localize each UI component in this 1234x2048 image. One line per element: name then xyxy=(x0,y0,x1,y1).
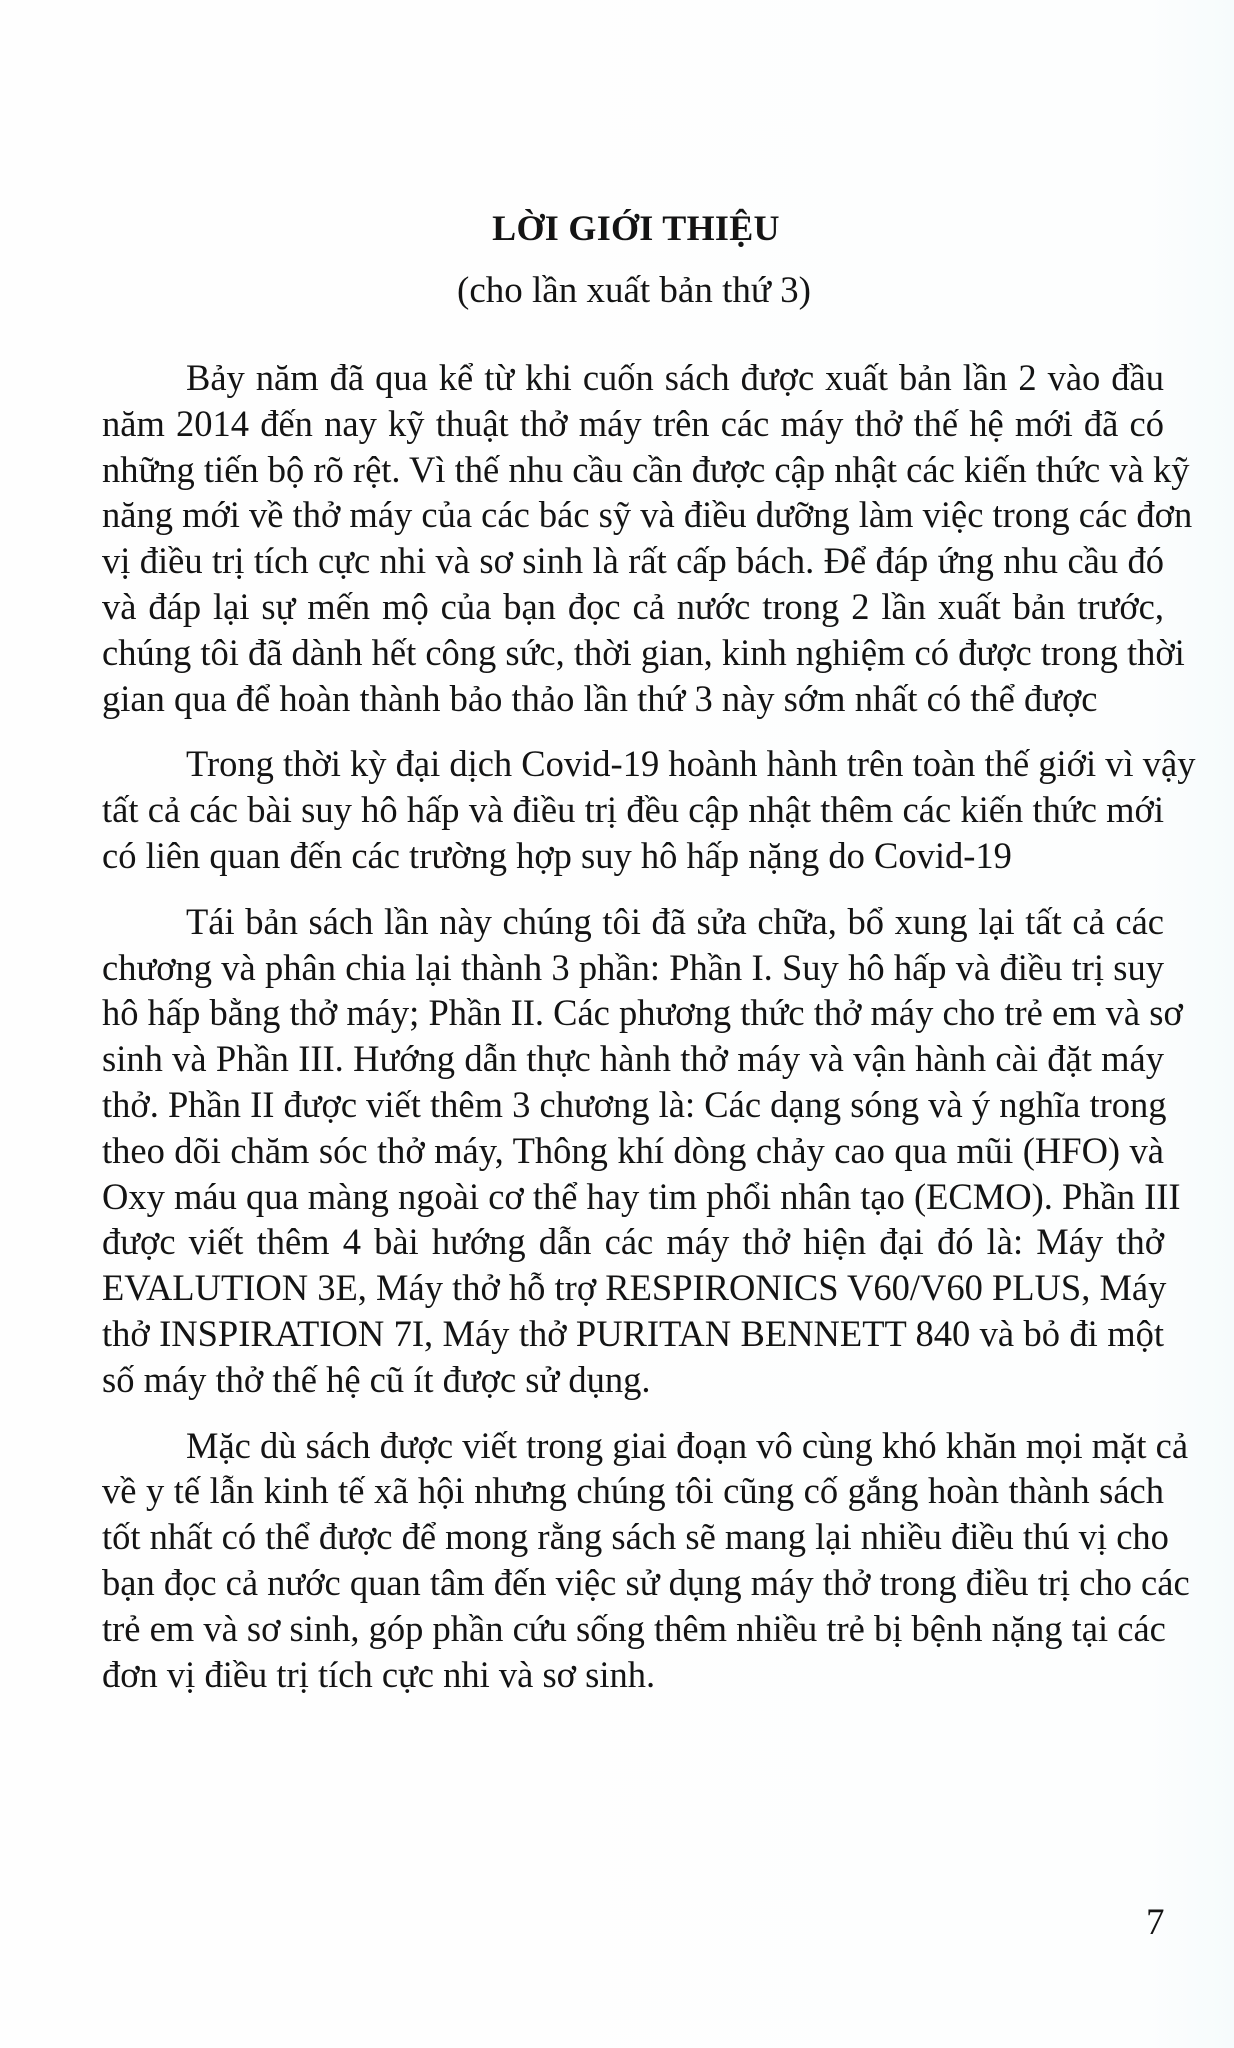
text-line: bạn đọc cả nước quan tâm đến việc sử dụng máy thở trong điều trị cho các xyxy=(102,1561,1190,1603)
text-line: Trong thời kỳ đại dịch Covid-19 hoành hành trên toàn thế giới vì vậy xyxy=(186,743,1196,785)
text-line: Mặc dù sách được viết trong giai đoạn vô cùng khó khăn mọi mặt cả xyxy=(186,1424,1189,1466)
page-number: 7 xyxy=(1146,1902,1165,1943)
text-line: Bảy năm đã qua kể từ khi cuốn sách được xuất bản lần 2 vào đầu xyxy=(186,357,1164,398)
text-line: theo dõi chăm sóc thở máy, Thông khí dòng chảy cao qua mũi (HFO) và xyxy=(102,1129,1164,1171)
text-line: thở INSPIRATION 7I, Máy thở PURITAN BENNETT 840 và bỏ đi một xyxy=(102,1312,1164,1354)
text-line: chương và phân chia lại thành 3 phần: Phần I. Suy hô hấp và điều trị suy xyxy=(102,946,1164,988)
text-line: được viết thêm 4 bài hướng dẫn các máy thở hiện đại đó là: Máy thở xyxy=(102,1221,1164,1263)
text-line: và đáp lại sự mến mộ của bạn đọc cả nước trong 2 lần xuất bản trước, xyxy=(102,585,1164,627)
text-line: trẻ em và sơ sinh, góp phần cứu sống thêm nhiều trẻ bị bệnh nặng tại các xyxy=(102,1607,1166,1649)
text-line: năng mới về thở máy của các bác sỹ và điều dưỡng làm việc trong các đơn xyxy=(102,494,1193,536)
body-text xyxy=(102,355,1196,1717)
text-line: chúng tôi đã dành hết công sức, thời gian, kinh nghiệm có được trong thời xyxy=(102,631,1185,673)
paragraph-3 xyxy=(102,899,1183,1403)
text-line: có liên quan đến các trường hợp suy hô hấp nặng do Covid-19 xyxy=(102,834,1012,876)
text-line: những tiến bộ rõ rệt. Vì thế nhu cầu cần được cập nhật các kiến thức và kỹ xyxy=(102,448,1190,490)
page-title: LỜI GIỚI THIỆU xyxy=(492,208,780,248)
text-line: về y tế lẫn kinh tế xã hội nhưng chúng tôi cũng cố gắng hoàn thành sách xyxy=(102,1470,1164,1512)
text-line: Tái bản sách lần này chúng tôi đã sửa chữa, bổ xung lại tất cả các xyxy=(186,900,1164,942)
text-line: vị điều trị tích cực nhi và sơ sinh là rất cấp bách. Để đáp ứng nhu cầu đó xyxy=(102,540,1164,582)
text-line: năm 2014 đến nay kỹ thuật thở máy trên các máy thở thế hệ mới đã có xyxy=(102,402,1164,444)
text-line: sinh và Phần III. Hướng dẫn thực hành thở máy và vận hành cài đặt máy xyxy=(102,1038,1164,1080)
text-line: thở. Phần II được viết thêm 3 chương là: Các dạng sóng và ý nghĩa trong xyxy=(102,1083,1167,1125)
text-line: đơn vị điều trị tích cực nhi và sơ sinh. xyxy=(102,1653,656,1695)
text-line: hô hấp bằng thở máy; Phần II. Các phương thức thở máy cho trẻ em và sơ xyxy=(102,992,1183,1034)
paragraph-2 xyxy=(102,741,1196,878)
text-line: tất cả các bài suy hô hấp và điều trị đều cập nhật thêm các kiến thức mới xyxy=(102,789,1164,831)
paragraph-1 xyxy=(102,355,1193,721)
text-line: số máy thở thế hệ cũ ít được sử dụng. xyxy=(102,1358,651,1400)
text-line: tốt nhất có thể được để mong rằng sách sẽ mang lại nhiều điều thú vị cho xyxy=(102,1516,1169,1558)
text-line: Oxy máu qua màng ngoài cơ thể hay tim phổi nhân tạo (ECMO). Phần III xyxy=(102,1175,1181,1217)
paragraph-4 xyxy=(102,1423,1190,1698)
text-line: EVALUTION 3E, Máy thở hỗ trợ RESPIRONICS V60/V60 PLUS, Máy xyxy=(102,1267,1167,1309)
text-line: gian qua để hoàn thành bảo thảo lần thứ 3 này sớm nhất có thể được xyxy=(102,677,1098,719)
page-subtitle: (cho lần xuất bản thứ 3) xyxy=(457,270,811,311)
